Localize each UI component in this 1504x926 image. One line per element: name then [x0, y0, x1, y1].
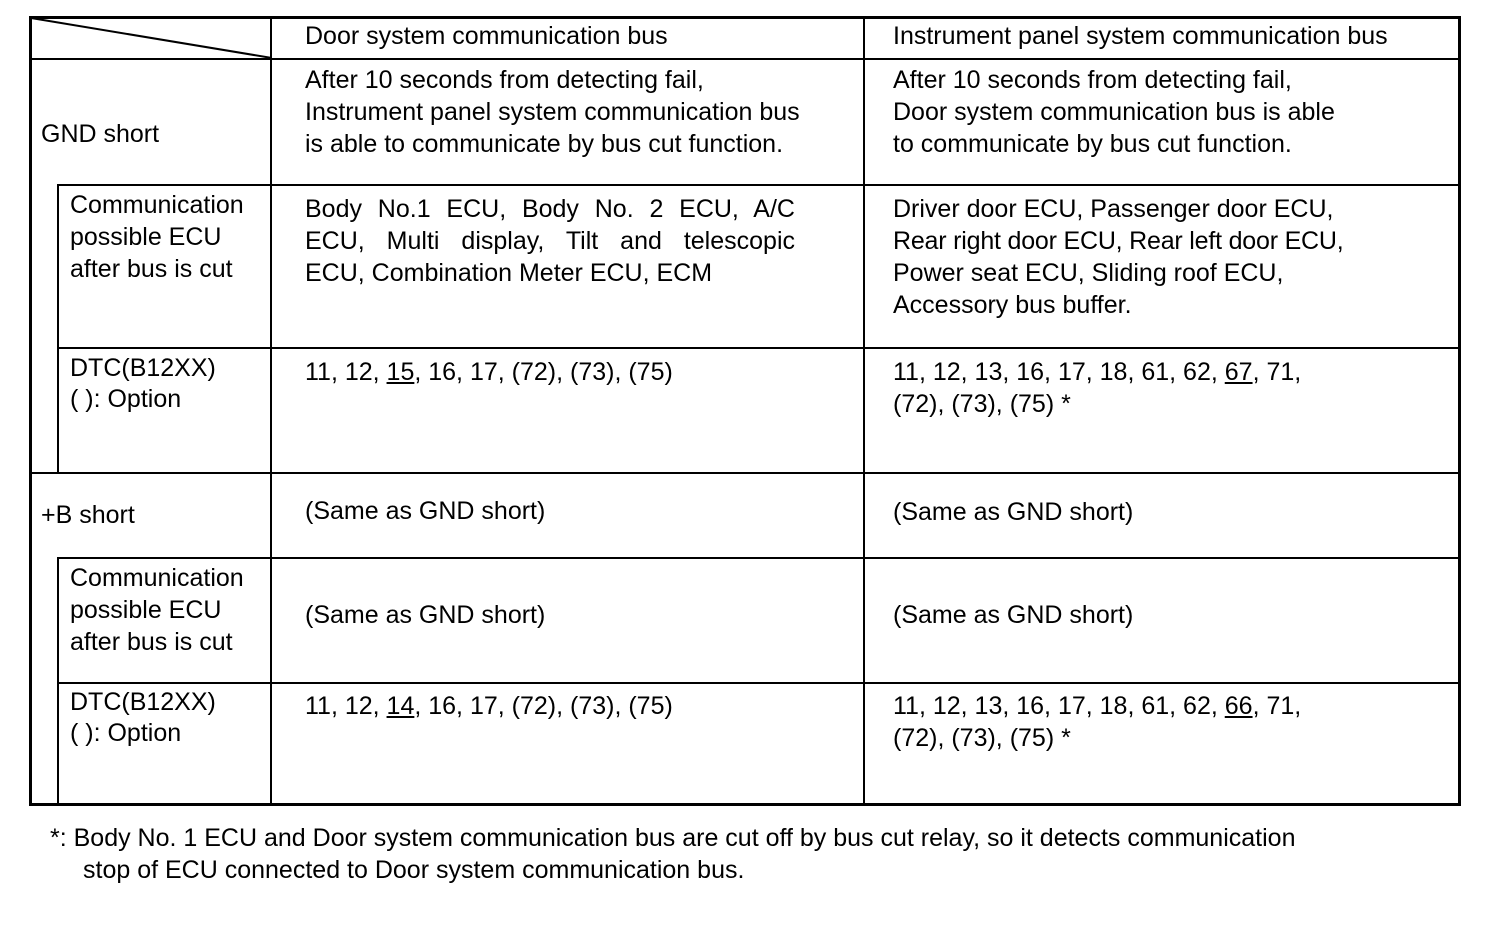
text-line: Door system communication bus is able [893, 98, 1335, 126]
text-line [893, 356, 1301, 388]
text-line: (72), (73), (75) * [893, 390, 1071, 418]
text-line: After 10 seconds from detecting fail, [305, 66, 704, 94]
text-line: DTC(B12XX) [70, 688, 216, 716]
text-line: after bus is cut [70, 628, 233, 656]
row-label-gnd-short: GND short [41, 120, 160, 148]
b-ecu-door-list: (Same as GND short) [305, 601, 546, 629]
text-line: ECU, Multi display, Tilt and telescopic [305, 227, 795, 255]
text-line: to communicate by bus cut function. [893, 130, 1292, 158]
gnd-dtc-door-codes [305, 356, 673, 388]
indent-divider-gnd [57, 184, 59, 473]
text-line: Body No.1 ECU, Body No. 2 ECU, A/C [305, 195, 795, 223]
row-divider-b-ecu [57, 557, 1461, 559]
text-line [893, 690, 1301, 722]
text-line: Rear right door ECU, Rear left door ECU, [893, 227, 1344, 255]
dtc-text: , 16, 17, (72), (73), (75) [414, 358, 673, 386]
text-line: Driver door ECU, Passenger door ECU, [893, 195, 1334, 223]
text-line: Communication [70, 191, 244, 219]
dtc-underlined-code: 15 [386, 358, 415, 386]
b-dtc-door-codes [305, 690, 673, 722]
text-line: is able to communicate by bus cut function. [305, 130, 784, 158]
b-door-description: (Same as GND short) [305, 497, 546, 525]
text-line: ( ): Option [70, 719, 182, 747]
b-instrument-description: (Same as GND short) [893, 498, 1134, 526]
header-door-bus: Door system communication bus [305, 22, 668, 50]
text-line: possible ECU [70, 223, 222, 251]
text-line: Instrument panel system communication bus [305, 98, 800, 126]
row-divider-b-dtc [57, 682, 1461, 684]
footnote-line-2: stop of ECU connected to Door system communication bus. [83, 856, 745, 884]
text-line: after bus is cut [70, 255, 233, 283]
text-line: ECU, Combination Meter ECU, ECM [305, 259, 713, 287]
column-divider-label [270, 16, 272, 806]
b-ecu-instrument-list: (Same as GND short) [893, 601, 1134, 629]
text-line: Power seat ECU, Sliding roof ECU, [893, 259, 1284, 287]
text-line: Communication [70, 564, 244, 592]
dtc-text: 11, 12, 13, 16, 17, 18, 61, 62, [893, 358, 1225, 386]
text-line: DTC(B12XX) [70, 354, 216, 382]
text-line: (72), (73), (75) * [893, 724, 1071, 752]
table-border-right [1458, 16, 1461, 806]
row-divider-gnd-ecu [57, 184, 1461, 186]
row-label-b-short: +B short [41, 501, 135, 529]
table-border-bottom [29, 803, 1461, 806]
dtc-text: , 16, 17, (72), (73), (75) [414, 692, 673, 720]
row-divider-gnd-dtc [57, 347, 1461, 349]
dtc-text: , 71, [1252, 358, 1302, 386]
text-line: Accessory bus buffer. [893, 291, 1132, 319]
dtc-text: , 71, [1252, 692, 1302, 720]
text-line: possible ECU [70, 596, 222, 624]
dtc-underlined-code: 66 [1224, 692, 1253, 720]
header-instrument-bus: Instrument panel system communication bus [893, 22, 1388, 50]
row-divider-b [29, 472, 1461, 474]
column-divider-middle [863, 16, 865, 806]
footnote [50, 822, 1295, 886]
dtc-text: 11, 12, [305, 358, 387, 386]
footnote-line-1: *: Body No. 1 ECU and Door system communication bus are cut off by bus cut relay, so it detects communication [50, 824, 1296, 852]
dtc-text: 11, 12, 13, 16, 17, 18, 61, 62, [893, 692, 1225, 720]
dtc-underlined-code: 14 [386, 692, 415, 720]
dtc-text: 11, 12, [305, 692, 387, 720]
text-line: After 10 seconds from detecting fail, [893, 66, 1292, 94]
text-line: ( ): Option [70, 385, 182, 413]
dtc-underlined-code: 67 [1224, 358, 1253, 386]
header-diagonal-slash [29, 16, 272, 60]
table-border-left [29, 16, 32, 806]
